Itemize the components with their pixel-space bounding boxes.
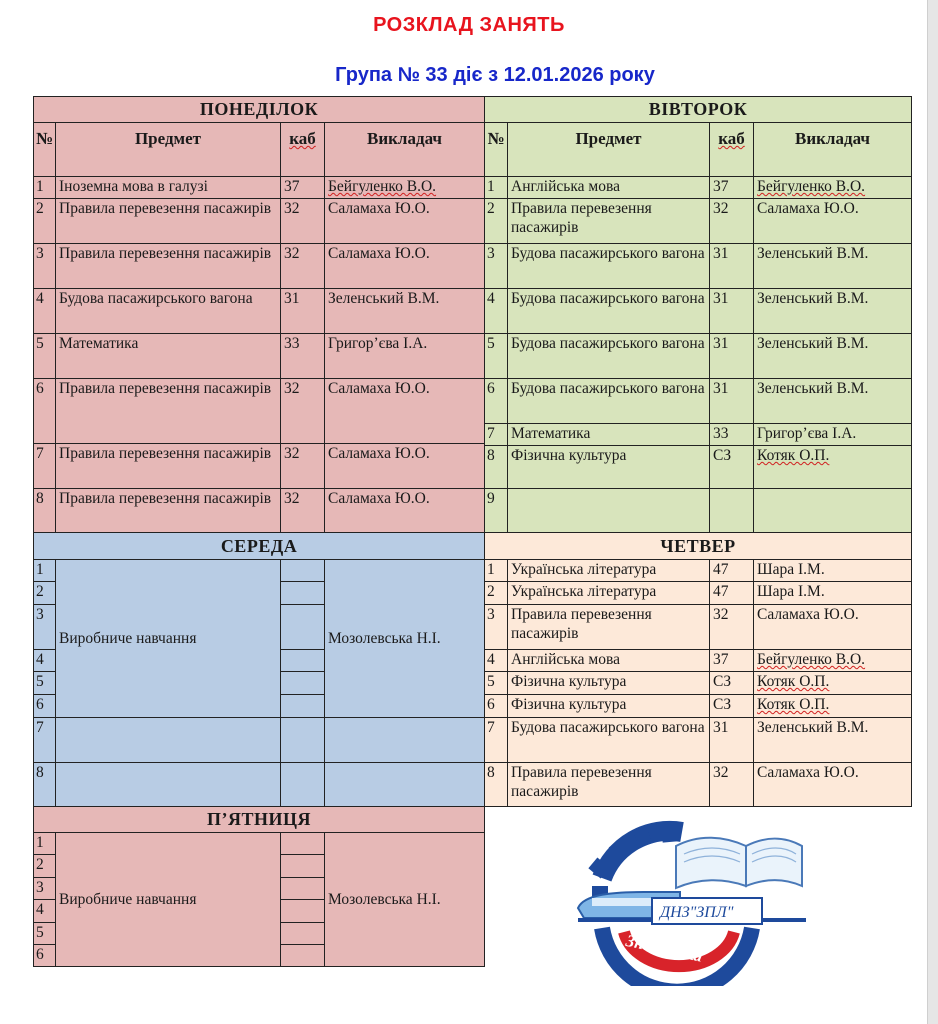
- table-row: [485, 199, 912, 244]
- lesson-room: [281, 582, 325, 605]
- lesson-room: [281, 900, 325, 923]
- table-row: [485, 489, 912, 533]
- lesson-subject: [508, 489, 710, 533]
- lesson-subject: Будова пасажирського вагона: [56, 289, 281, 334]
- lesson-teacher: Котяк О.П.: [754, 446, 912, 489]
- lesson-number: 2: [485, 199, 508, 244]
- lesson-number: 4: [34, 650, 56, 672]
- lesson-room: 47: [710, 560, 754, 582]
- monday-day-label: ПОНЕДІЛОК: [34, 97, 485, 123]
- lesson-subject: Правила перевезення пасажирів: [56, 444, 281, 489]
- group-subtitle: Група № 33 діє з 12.01.2026 року: [335, 64, 655, 86]
- table-row: [485, 763, 912, 807]
- lesson-room: СЗ: [710, 446, 754, 489]
- lesson-room: 32: [710, 763, 754, 807]
- table-row: [34, 718, 485, 763]
- page-title: РОЗКЛАД ЗАНЯТЬ: [373, 14, 565, 36]
- page-edge: [928, 0, 938, 1024]
- table-row: [34, 199, 485, 244]
- lesson-number: 5: [34, 334, 56, 379]
- lesson-subject: Виробниче навчання: [56, 560, 281, 718]
- lesson-number: 1: [34, 177, 56, 199]
- lesson-teacher: Шара І.М.: [754, 560, 912, 582]
- lesson-teacher: Григор’єва І.А.: [325, 334, 485, 379]
- lesson-subject: Правила перевезення пасажирів: [508, 199, 710, 244]
- lesson-room: 32: [710, 199, 754, 244]
- lesson-number: 3: [34, 878, 56, 900]
- lesson-teacher: Григор’єва І.А.: [754, 424, 912, 446]
- logo-city-text: Знам'янка: [624, 930, 705, 966]
- lesson-teacher: Мозолевська Н.І.: [325, 560, 485, 718]
- lesson-number: 3: [485, 244, 508, 289]
- lesson-subject: Англійська мова: [508, 650, 710, 672]
- lesson-room: 32: [710, 605, 754, 650]
- lesson-subject: Будова пасажирського вагона: [508, 244, 710, 289]
- col-room-header: каб: [710, 123, 754, 177]
- col-room-header: каб: [281, 123, 325, 177]
- lesson-teacher: Саламаха Ю.О.: [325, 489, 485, 533]
- lesson-subject: Правила перевезення пасажирів: [508, 605, 710, 650]
- table-row: [485, 334, 912, 379]
- lesson-subject: Будова пасажирського вагона: [508, 289, 710, 334]
- logo-org-text: ДНЗ"ЗПЛ": [660, 904, 734, 921]
- wednesday-table: [33, 532, 485, 807]
- lesson-room: [281, 695, 325, 718]
- lesson-number: 8: [34, 489, 56, 533]
- lesson-number: 2: [34, 582, 56, 605]
- lesson-number: 2: [34, 199, 56, 244]
- lesson-room: 37: [281, 177, 325, 199]
- table-row: [485, 605, 912, 650]
- wednesday-day-label: СЕРЕДА: [34, 533, 485, 560]
- lesson-room: 31: [710, 379, 754, 424]
- lesson-room: 32: [281, 199, 325, 244]
- lesson-subject: Іноземна мова в галузі: [56, 177, 281, 199]
- lesson-subject: Фізична культура: [508, 446, 710, 489]
- lesson-room: 31: [710, 718, 754, 763]
- table-row: [485, 560, 912, 582]
- lesson-teacher: Шара І.М.: [754, 582, 912, 605]
- table-row: [34, 489, 485, 533]
- thursday-day-label: ЧЕТВЕР: [485, 533, 912, 560]
- col-num-header: №: [485, 123, 508, 177]
- lesson-subject: Фізична культура: [508, 672, 710, 695]
- col-subject-header: Предмет: [56, 123, 281, 177]
- lesson-teacher: Саламаха Ю.О.: [754, 199, 912, 244]
- lesson-number: 2: [34, 855, 56, 878]
- lesson-room: СЗ: [710, 672, 754, 695]
- table-row: [34, 379, 485, 444]
- table-row: [485, 446, 912, 489]
- lesson-number: 8: [34, 763, 56, 807]
- lesson-subject: Фізична культура: [508, 695, 710, 718]
- lesson-room: [281, 945, 325, 967]
- lesson-teacher: Котяк О.П.: [754, 672, 912, 695]
- lesson-teacher: Зеленський В.М.: [754, 334, 912, 379]
- lesson-subject: Будова пасажирського вагона: [508, 718, 710, 763]
- lesson-room: 33: [281, 334, 325, 379]
- lesson-number: 4: [485, 289, 508, 334]
- lesson-number: 4: [34, 289, 56, 334]
- lesson-number: 1: [34, 560, 56, 582]
- table-row: [485, 672, 912, 695]
- table-row: [485, 582, 912, 605]
- lesson-subject: [56, 763, 281, 807]
- lesson-subject: Математика: [508, 424, 710, 446]
- lesson-number: 9: [485, 489, 508, 533]
- lesson-teacher: Саламаха Ю.О.: [325, 379, 485, 444]
- lesson-room: 37: [710, 177, 754, 199]
- lesson-number: 7: [34, 444, 56, 489]
- lesson-number: 7: [34, 718, 56, 763]
- col-teacher-header: Викладач: [325, 123, 485, 177]
- lesson-room: 31: [281, 289, 325, 334]
- lesson-room: 31: [710, 334, 754, 379]
- lesson-teacher: Саламаха Ю.О.: [325, 444, 485, 489]
- table-row: [34, 444, 485, 489]
- lesson-number: 6: [34, 379, 56, 444]
- lesson-teacher: Зеленський В.М.: [754, 718, 912, 763]
- lesson-number: 5: [485, 672, 508, 695]
- lesson-subject: Правила перевезення пасажирів: [56, 199, 281, 244]
- lesson-subject: Правила перевезення пасажирів: [56, 379, 281, 444]
- lesson-subject: Англійська мова: [508, 177, 710, 199]
- table-row: [34, 289, 485, 334]
- lesson-number: 7: [485, 718, 508, 763]
- lesson-room: 32: [281, 379, 325, 444]
- table-row: [34, 177, 485, 199]
- lesson-number: 3: [34, 605, 56, 650]
- lesson-subject: Правила перевезення пасажирів: [56, 244, 281, 289]
- col-num-header: №: [34, 123, 56, 177]
- lesson-room: 32: [281, 444, 325, 489]
- lesson-teacher: Бейгуленко В.О.: [325, 177, 485, 199]
- lesson-teacher: Зеленський В.М.: [754, 244, 912, 289]
- thursday-table: [484, 532, 912, 807]
- lesson-number: 4: [34, 900, 56, 923]
- tuesday-day-label: ВІВТОРОК: [485, 97, 912, 123]
- lesson-subject: Виробниче навчання: [56, 833, 281, 967]
- lesson-teacher: Зеленський В.М.: [754, 289, 912, 334]
- page-edge-line: [927, 0, 928, 1024]
- lesson-teacher: Саламаха Ю.О.: [325, 199, 485, 244]
- lesson-room: [281, 833, 325, 855]
- lesson-room: [281, 878, 325, 900]
- table-row: [485, 718, 912, 763]
- lesson-number: 1: [485, 177, 508, 199]
- table-row: [485, 379, 912, 424]
- lesson-teacher: Саламаха Ю.О.: [754, 763, 912, 807]
- lesson-room: 32: [281, 244, 325, 289]
- lesson-teacher: Зеленський В.М.: [325, 289, 485, 334]
- lesson-room: [710, 489, 754, 533]
- lesson-room: [281, 605, 325, 650]
- tuesday-table: [484, 96, 912, 533]
- lesson-number: 5: [34, 923, 56, 945]
- logo-emblem-icon: [484, 806, 910, 986]
- lesson-number: 2: [485, 582, 508, 605]
- lesson-teacher: Зеленський В.М.: [754, 379, 912, 424]
- friday-day-label: П’ЯТНИЦЯ: [34, 807, 485, 833]
- lesson-room: 37: [710, 650, 754, 672]
- lesson-teacher: Котяк О.П.: [754, 695, 912, 718]
- lesson-subject: Правила перевезення пасажирів: [508, 763, 710, 807]
- lesson-teacher: Саламаха Ю.О.: [754, 605, 912, 650]
- lesson-subject: Будова пасажирського вагона: [508, 334, 710, 379]
- lesson-room: 33: [710, 424, 754, 446]
- lesson-teacher: [754, 489, 912, 533]
- lesson-number: 4: [485, 650, 508, 672]
- lesson-number: 1: [34, 833, 56, 855]
- lesson-subject: Математика: [56, 334, 281, 379]
- col-teacher-header: Викладач: [754, 123, 912, 177]
- lesson-number: 3: [34, 244, 56, 289]
- table-row: [485, 695, 912, 718]
- lesson-number: 1: [485, 560, 508, 582]
- table-row: [485, 650, 912, 672]
- lesson-room: [281, 718, 325, 763]
- lesson-room: 47: [710, 582, 754, 605]
- table-row: [34, 763, 485, 807]
- lesson-teacher: [325, 763, 485, 807]
- lesson-room: 31: [710, 244, 754, 289]
- monday-table: [33, 96, 485, 533]
- lesson-teacher: [325, 718, 485, 763]
- lesson-room: [281, 560, 325, 582]
- lesson-number: 8: [485, 763, 508, 807]
- lesson-room: 31: [710, 289, 754, 334]
- lesson-number: 5: [34, 672, 56, 695]
- table-row: [485, 289, 912, 334]
- table-row: [34, 334, 485, 379]
- lesson-number: 6: [485, 379, 508, 424]
- lesson-room: [281, 855, 325, 878]
- lesson-room: [281, 923, 325, 945]
- college-logo: [484, 806, 910, 966]
- lesson-number: 3: [485, 605, 508, 650]
- table-row: [485, 244, 912, 289]
- lesson-subject: [56, 718, 281, 763]
- lesson-room: [281, 650, 325, 672]
- lesson-number: 6: [34, 695, 56, 718]
- lesson-subject: Правила перевезення пасажирів: [56, 489, 281, 533]
- lesson-room: [281, 672, 325, 695]
- lesson-teacher: Бейгуленко В.О.: [754, 650, 912, 672]
- lesson-number: 5: [485, 334, 508, 379]
- lesson-teacher: Бейгуленко В.О.: [754, 177, 912, 199]
- lesson-number: 6: [34, 945, 56, 967]
- lesson-teacher: Мозолевська Н.І.: [325, 833, 485, 967]
- table-row: [485, 424, 912, 446]
- col-subject-header: Предмет: [508, 123, 710, 177]
- lesson-number: 7: [485, 424, 508, 446]
- lesson-subject: Українська література: [508, 560, 710, 582]
- table-row: [485, 177, 912, 199]
- lesson-teacher: Саламаха Ю.О.: [325, 244, 485, 289]
- lesson-subject: Українська література: [508, 582, 710, 605]
- table-row: [34, 244, 485, 289]
- lesson-number: 6: [485, 695, 508, 718]
- lesson-room: 32: [281, 489, 325, 533]
- lesson-subject: Будова пасажирського вагона: [508, 379, 710, 424]
- lesson-room: СЗ: [710, 695, 754, 718]
- friday-table: [33, 806, 485, 967]
- lesson-room: [281, 763, 325, 807]
- lesson-number: 8: [485, 446, 508, 489]
